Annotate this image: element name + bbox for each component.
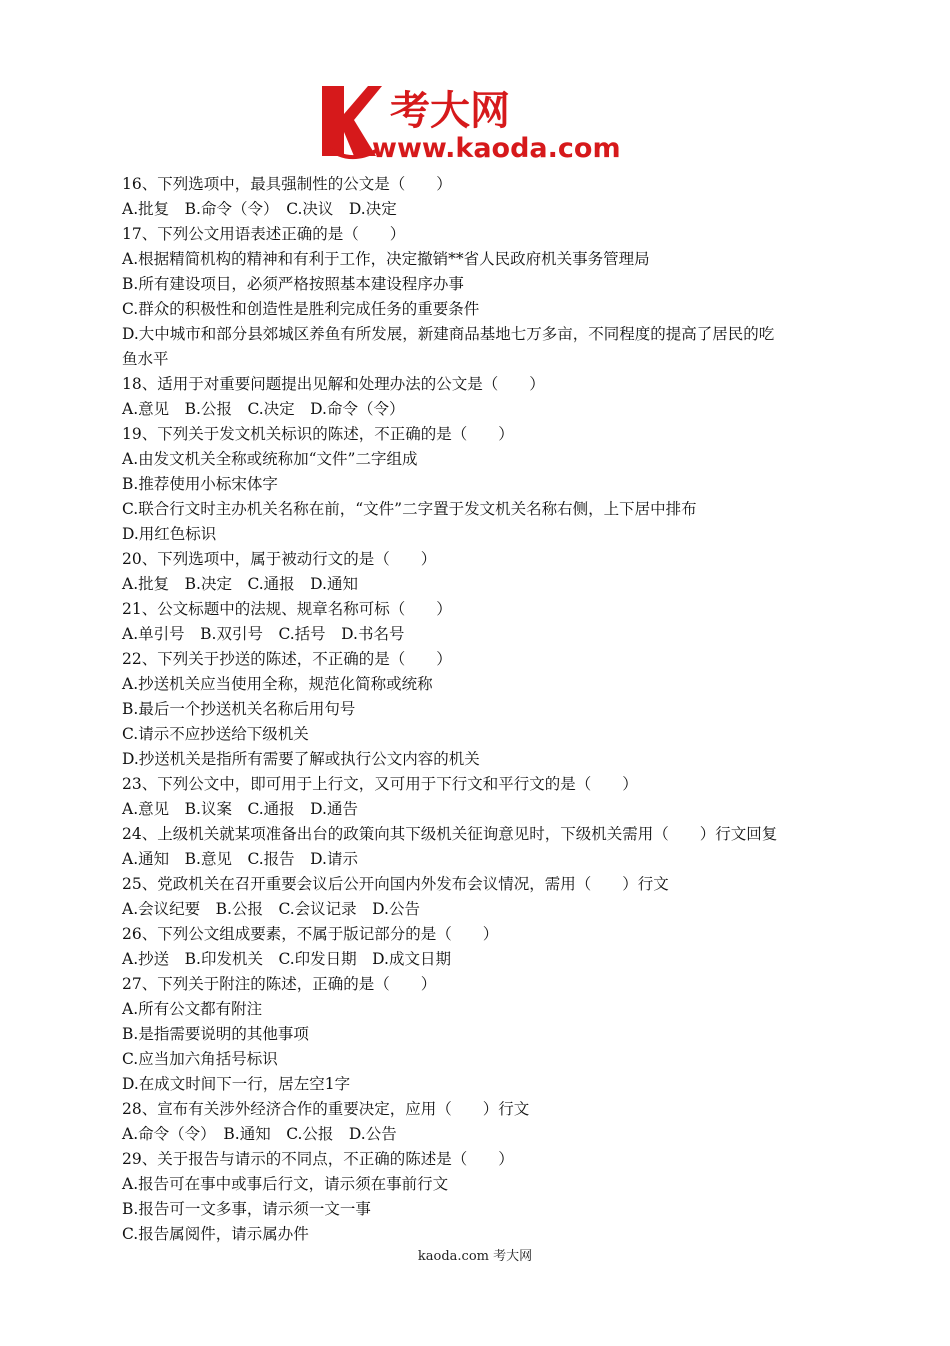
text-line: A.抄送 B.印发机关 C.印发日期 D.成文日期 [122, 950, 451, 968]
text-line: D.用红色标识 [122, 525, 217, 543]
text-line: 25、党政机关在召开重要会议后公开向国内外发布会议情况，需用（ ）行文 [122, 875, 669, 893]
text-line: C.群众的积极性和创造性是胜利完成任务的重要条件 [122, 300, 480, 318]
text-line: 20、下列选项中，属于被动行文的是（ ） [122, 550, 437, 568]
text-line: 27、下列关于附注的陈述，正确的是（ ） [122, 975, 437, 993]
logo-brand-url: www.kaoda.com [372, 133, 621, 162]
text-line: A.通知 B.意见 C.报告 D.请示 [122, 850, 358, 868]
text-line: B.最后一个抄送机关名称后用句号 [122, 700, 356, 718]
text-line: 16、下列选项中，最具强制性的公文是（ ） [122, 175, 452, 193]
text-line: 21、公文标题中的法规、规章名称可标（ ） [122, 600, 452, 618]
text-line: A.意见 B.议案 C.通报 D.通告 [122, 800, 358, 818]
text-line: 22、下列关于抄送的陈述，不正确的是（ ） [122, 650, 452, 668]
text-line: A.批复 B.命令（令） C.决议 D.决定 [122, 200, 397, 218]
text-line: C.联合行文时主办机关名称在前，“文件”二字置于发文机关名称右侧，上下居中排布 [122, 500, 697, 518]
text-line: 19、下列关于发文机关标识的陈述，不正确的是（ ） [122, 425, 514, 443]
text-line: 鱼水平 [122, 350, 169, 368]
text-line: 29、关于报告与请示的不同点，不正确的陈述是（ ） [122, 1150, 514, 1168]
text-line: C.请示不应抄送给下级机关 [122, 725, 309, 743]
text-line: A.批复 B.决定 C.通报 D.通知 [122, 575, 358, 593]
text-line: B.推荐使用小标宋体字 [122, 475, 278, 493]
logo-brand-cn: 考大网 [390, 88, 510, 134]
text-line: A.报告可在事中或事后行文，请示须在事前行文 [122, 1175, 449, 1193]
text-line: B.是指需要说明的其他事项 [122, 1025, 309, 1043]
text-line: A.命令（令） B.通知 C.公报 D.公告 [122, 1125, 397, 1143]
text-line: 17、下列公文用语表述正确的是（ ） [122, 225, 406, 243]
text-line: C.报告属阅件，请示属办件 [122, 1225, 309, 1243]
text-line: D.在成文时间下一行，居左空1字 [122, 1075, 351, 1093]
text-line: A.抄送机关应当使用全称，规范化简称或统称 [122, 675, 433, 693]
page-footer: kaoda.com 考大网 [417, 1249, 533, 1264]
text-line: A.所有公文都有附注 [122, 1000, 263, 1018]
text-line: A.单引号 B.双引号 C.括号 D.书名号 [122, 625, 405, 643]
text-line: 23、下列公文中，即可用于上行文，又可用于下行文和平行文的是（ ） [122, 775, 638, 793]
text-line: D.大中城市和部分县郊城区养鱼有所发展，新建商品基地七万多亩，不同程度的提高了居民的吃 [122, 325, 775, 343]
text-line: D.抄送机关是指所有需要了解或执行公文内容的机关 [122, 750, 480, 768]
text-line: 28、宣布有关涉外经济合作的重要决定，应用（ ）行文 [122, 1100, 530, 1118]
text-line: A.会议纪要 B.公报 C.会议记录 D.公告 [122, 900, 420, 918]
text-line: C.应当加六角括号标识 [122, 1050, 278, 1068]
text-line: B.报告可一文多事，请示须一文一事 [122, 1200, 371, 1218]
text-line: A.由发文机关全称或统称加“文件”二字组成 [122, 450, 418, 468]
text-line: A.根据精简机构的精神和有利于工作，决定撤销**省人民政府机关事务管理局 [122, 250, 650, 268]
text-line: 26、下列公文组成要素，不属于版记部分的是（ ） [122, 925, 499, 943]
text-line: 24、上级机关就某项准备出台的政策向其下级机关征询意见时，下级机关需用（ ）行文回复 [122, 825, 778, 843]
text-line: 18、适用于对重要问题提出见解和处理办法的公文是（ ） [122, 375, 545, 393]
text-line: A.意见 B.公报 C.决定 D.命令（令） [122, 400, 405, 418]
question-list [122, 172, 838, 1247]
kaoda-logo [318, 80, 648, 162]
text-line: B.所有建设项目，必须严格按照基本建设程序办事 [122, 275, 464, 293]
